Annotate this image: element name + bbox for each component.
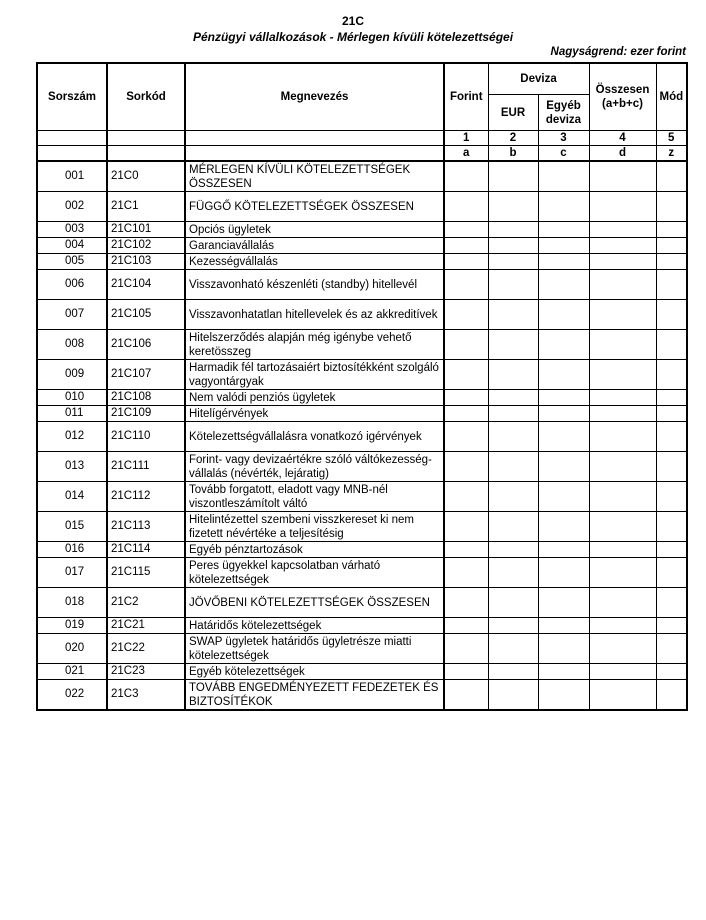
mod-input-cell[interactable] bbox=[656, 254, 687, 270]
row-sorszam: 009 bbox=[37, 360, 107, 390]
row-megnevezes: TOVÁBB ENGEDMÉNYEZETT FEDEZETEK ÉS BIZTOSÍTÉKOK bbox=[185, 680, 444, 711]
header-egyeb-deviza: Egyéb deviza bbox=[538, 95, 589, 131]
row-sorkod: 21C110 bbox=[107, 422, 185, 452]
egyeb-deviza-input-cell[interactable] bbox=[538, 161, 589, 192]
egyeb-deviza-input-cell[interactable] bbox=[538, 422, 589, 452]
mod-input-cell[interactable] bbox=[656, 634, 687, 664]
osszesen-input-cell[interactable] bbox=[589, 422, 656, 452]
row-sorszam: 016 bbox=[37, 542, 107, 558]
eur-input-cell[interactable] bbox=[488, 270, 538, 300]
row-megnevezes: MÉRLEGEN KÍVÜLI KÖTELEZETTSÉGEK ÖSSZESEN bbox=[185, 161, 444, 192]
table-row bbox=[37, 390, 687, 406]
osszesen-input-cell[interactable] bbox=[589, 558, 656, 588]
column-number-row bbox=[37, 131, 687, 146]
mod-input-cell[interactable] bbox=[656, 422, 687, 452]
mod-input-cell[interactable] bbox=[656, 222, 687, 238]
eur-input-cell[interactable] bbox=[488, 238, 538, 254]
eur-input-cell[interactable] bbox=[488, 542, 538, 558]
row-megnevezes: Kezességvállalás bbox=[185, 254, 444, 270]
mod-input-cell[interactable] bbox=[656, 558, 687, 588]
egyeb-deviza-input-cell[interactable] bbox=[538, 238, 589, 254]
forint-input-cell[interactable] bbox=[444, 222, 488, 238]
eur-input-cell[interactable] bbox=[488, 161, 538, 192]
column-number: 2 bbox=[488, 131, 538, 146]
mod-input-cell[interactable] bbox=[656, 300, 687, 330]
mod-input-cell[interactable] bbox=[656, 406, 687, 422]
forint-input-cell[interactable] bbox=[444, 270, 488, 300]
column-letter: d bbox=[589, 146, 656, 162]
column-letter: z bbox=[656, 146, 687, 162]
mod-input-cell[interactable] bbox=[656, 270, 687, 300]
row-megnevezes: Garanciavállalás bbox=[185, 238, 444, 254]
osszesen-input-cell[interactable] bbox=[589, 238, 656, 254]
header-sorkod: Sorkód bbox=[107, 63, 185, 131]
table-row bbox=[37, 406, 687, 422]
table-row bbox=[37, 542, 687, 558]
row-sorszam: 017 bbox=[37, 558, 107, 588]
forint-input-cell[interactable] bbox=[444, 390, 488, 406]
egyeb-deviza-input-cell[interactable] bbox=[538, 482, 589, 512]
osszesen-input-cell[interactable] bbox=[589, 222, 656, 238]
egyeb-deviza-input-cell[interactable] bbox=[538, 300, 589, 330]
table-row bbox=[37, 588, 687, 618]
table-row bbox=[37, 422, 687, 452]
row-megnevezes: Nem valódi penziós ügyletek bbox=[185, 390, 444, 406]
table-row bbox=[37, 161, 687, 192]
row-sorkod: 21C0 bbox=[107, 161, 185, 192]
eur-input-cell[interactable] bbox=[488, 664, 538, 680]
table-row bbox=[37, 452, 687, 482]
eur-input-cell[interactable] bbox=[488, 618, 538, 634]
egyeb-deviza-input-cell[interactable] bbox=[538, 254, 589, 270]
table-row bbox=[37, 192, 687, 222]
forint-input-cell[interactable] bbox=[444, 618, 488, 634]
row-sorkod: 21C114 bbox=[107, 542, 185, 558]
forint-input-cell[interactable] bbox=[444, 664, 488, 680]
row-sorszam: 015 bbox=[37, 512, 107, 542]
egyeb-deviza-input-cell[interactable] bbox=[538, 512, 589, 542]
row-megnevezes: Kötelezettségvállalásra vonatkozó igérvények bbox=[185, 422, 444, 452]
eur-input-cell[interactable] bbox=[488, 300, 538, 330]
row-sorkod: 21C3 bbox=[107, 680, 185, 711]
row-sorszam: 012 bbox=[37, 422, 107, 452]
forint-input-cell[interactable] bbox=[444, 161, 488, 192]
header-eur: EUR bbox=[488, 95, 538, 131]
forint-input-cell[interactable] bbox=[444, 360, 488, 390]
table-row bbox=[37, 222, 687, 238]
egyeb-deviza-input-cell[interactable] bbox=[538, 680, 589, 711]
forint-input-cell[interactable] bbox=[444, 512, 488, 542]
table-row bbox=[37, 558, 687, 588]
row-megnevezes: Hitelígérvények bbox=[185, 406, 444, 422]
table-row bbox=[37, 300, 687, 330]
table-row bbox=[37, 618, 687, 634]
mod-input-cell[interactable] bbox=[656, 664, 687, 680]
forint-input-cell[interactable] bbox=[444, 680, 488, 711]
egyeb-deviza-input-cell[interactable] bbox=[538, 558, 589, 588]
row-megnevezes: Harmadik fél tartozásaiért biztosítékként szolgáló vagyontárgyak bbox=[185, 360, 444, 390]
row-sorkod: 21C107 bbox=[107, 360, 185, 390]
table-row bbox=[37, 482, 687, 512]
row-sorszam: 022 bbox=[37, 680, 107, 711]
osszesen-input-cell[interactable] bbox=[589, 161, 656, 192]
table-row bbox=[37, 254, 687, 270]
row-sorkod: 21C115 bbox=[107, 558, 185, 588]
column-number: 4 bbox=[589, 131, 656, 146]
forint-input-cell[interactable] bbox=[444, 238, 488, 254]
forint-input-cell[interactable] bbox=[444, 330, 488, 360]
row-megnevezes: Opciós ügyletek bbox=[185, 222, 444, 238]
table-row bbox=[37, 512, 687, 542]
row-sorszam: 008 bbox=[37, 330, 107, 360]
row-sorszam: 003 bbox=[37, 222, 107, 238]
row-sorszam: 010 bbox=[37, 390, 107, 406]
mod-input-cell[interactable] bbox=[656, 452, 687, 482]
unit-label: Nagyságrend: ezer forint bbox=[550, 46, 686, 58]
row-sorkod: 21C106 bbox=[107, 330, 185, 360]
forint-input-cell[interactable] bbox=[444, 542, 488, 558]
mod-input-cell[interactable] bbox=[656, 390, 687, 406]
row-megnevezes: FÜGGŐ KÖTELEZETTSÉGEK ÖSSZESEN bbox=[185, 192, 444, 222]
egyeb-deviza-input-cell[interactable] bbox=[538, 222, 589, 238]
row-sorkod: 21C105 bbox=[107, 300, 185, 330]
eur-input-cell[interactable] bbox=[488, 222, 538, 238]
row-sorkod: 21C1 bbox=[107, 192, 185, 222]
mod-input-cell[interactable] bbox=[656, 360, 687, 390]
column-number: 5 bbox=[656, 131, 687, 146]
osszesen-input-cell[interactable] bbox=[589, 680, 656, 711]
eur-input-cell[interactable] bbox=[488, 254, 538, 270]
form-title: Pénzügyi vállalkozások - Mérlegen kívüli kötelezettségei bbox=[192, 30, 514, 44]
row-sorszam: 004 bbox=[37, 238, 107, 254]
column-letter: b bbox=[488, 146, 538, 162]
row-sorkod: 21C111 bbox=[107, 452, 185, 482]
row-sorszam: 007 bbox=[37, 300, 107, 330]
osszesen-input-cell[interactable] bbox=[589, 588, 656, 618]
row-sorkod: 21C103 bbox=[107, 254, 185, 270]
eur-input-cell[interactable] bbox=[488, 452, 538, 482]
mod-input-cell[interactable] bbox=[656, 618, 687, 634]
row-sorkod: 21C113 bbox=[107, 512, 185, 542]
osszesen-input-cell[interactable] bbox=[589, 330, 656, 360]
egyeb-deviza-input-cell[interactable] bbox=[538, 330, 589, 360]
forint-input-cell[interactable] bbox=[444, 192, 488, 222]
eur-input-cell[interactable] bbox=[488, 330, 538, 360]
forint-input-cell[interactable] bbox=[444, 300, 488, 330]
eur-input-cell[interactable] bbox=[488, 558, 538, 588]
forint-input-cell[interactable] bbox=[444, 254, 488, 270]
eur-input-cell[interactable] bbox=[488, 482, 538, 512]
egyeb-deviza-input-cell[interactable] bbox=[538, 270, 589, 300]
egyeb-deviza-input-cell[interactable] bbox=[538, 406, 589, 422]
osszesen-input-cell[interactable] bbox=[589, 664, 656, 680]
row-sorszam: 021 bbox=[37, 664, 107, 680]
egyeb-deviza-input-cell[interactable] bbox=[538, 452, 589, 482]
row-sorszam: 019 bbox=[37, 618, 107, 634]
osszesen-input-cell[interactable] bbox=[589, 270, 656, 300]
egyeb-deviza-input-cell[interactable] bbox=[538, 588, 589, 618]
osszesen-input-cell[interactable] bbox=[589, 254, 656, 270]
row-sorkod: 21C22 bbox=[107, 634, 185, 664]
mod-input-cell[interactable] bbox=[656, 680, 687, 711]
egyeb-deviza-input-cell[interactable] bbox=[538, 192, 589, 222]
table-row bbox=[37, 360, 687, 390]
table-row bbox=[37, 634, 687, 664]
column-letter: c bbox=[538, 146, 589, 162]
eur-input-cell[interactable] bbox=[488, 192, 538, 222]
column-number: 1 bbox=[444, 131, 488, 146]
osszesen-input-cell[interactable] bbox=[589, 360, 656, 390]
report-table bbox=[36, 62, 688, 711]
row-megnevezes: Peres ügyekkel kapcsolatban várható kötelezettségek bbox=[185, 558, 444, 588]
egyeb-deviza-input-cell[interactable] bbox=[538, 360, 589, 390]
table-row bbox=[37, 680, 687, 711]
row-sorkod: 21C104 bbox=[107, 270, 185, 300]
row-megnevezes: Visszavonható készenléti (standby) hitellevél bbox=[185, 270, 444, 300]
osszesen-input-cell[interactable] bbox=[589, 192, 656, 222]
row-sorszam: 005 bbox=[37, 254, 107, 270]
row-megnevezes: SWAP ügyletek határidős ügyletrésze miatti kötelezettségek bbox=[185, 634, 444, 664]
eur-input-cell[interactable] bbox=[488, 390, 538, 406]
table-row bbox=[37, 238, 687, 254]
egyeb-deviza-input-cell[interactable] bbox=[538, 664, 589, 680]
row-sorkod: 21C101 bbox=[107, 222, 185, 238]
forint-input-cell[interactable] bbox=[444, 634, 488, 664]
eur-input-cell[interactable] bbox=[488, 680, 538, 711]
eur-input-cell[interactable] bbox=[488, 360, 538, 390]
header-osszesen: Összesen (a+b+c) bbox=[589, 63, 656, 131]
eur-input-cell[interactable] bbox=[488, 634, 538, 664]
osszesen-input-cell[interactable] bbox=[589, 452, 656, 482]
row-megnevezes: JÖVŐBENI KÖTELEZETTSÉGEK ÖSSZESEN bbox=[185, 588, 444, 618]
osszesen-input-cell[interactable] bbox=[589, 634, 656, 664]
mod-input-cell[interactable] bbox=[656, 542, 687, 558]
header-forint: Forint bbox=[444, 63, 488, 131]
row-megnevezes: Hitelintézettel szembeni visszkereset ki nem fizetett névértéke a teljesítésig bbox=[185, 512, 444, 542]
osszesen-input-cell[interactable] bbox=[589, 512, 656, 542]
forint-input-cell[interactable] bbox=[444, 452, 488, 482]
row-sorszam: 011 bbox=[37, 406, 107, 422]
row-sorkod: 21C112 bbox=[107, 482, 185, 512]
row-sorszam: 002 bbox=[37, 192, 107, 222]
osszesen-input-cell[interactable] bbox=[589, 390, 656, 406]
egyeb-deviza-input-cell[interactable] bbox=[538, 390, 589, 406]
column-number: 3 bbox=[538, 131, 589, 146]
row-sorszam: 018 bbox=[37, 588, 107, 618]
eur-input-cell[interactable] bbox=[488, 512, 538, 542]
forint-input-cell[interactable] bbox=[444, 588, 488, 618]
mod-input-cell[interactable] bbox=[656, 588, 687, 618]
eur-input-cell[interactable] bbox=[488, 422, 538, 452]
egyeb-deviza-input-cell[interactable] bbox=[538, 618, 589, 634]
header-megnevezes: Megnevezés bbox=[185, 63, 444, 131]
mod-input-cell[interactable] bbox=[656, 192, 687, 222]
row-sorkod: 21C2 bbox=[107, 588, 185, 618]
forint-input-cell[interactable] bbox=[444, 482, 488, 512]
row-sorszam: 006 bbox=[37, 270, 107, 300]
forint-input-cell[interactable] bbox=[444, 558, 488, 588]
row-megnevezes: Visszavonhatatlan hitellevelek és az akkreditívek bbox=[185, 300, 444, 330]
mod-input-cell[interactable] bbox=[656, 238, 687, 254]
row-megnevezes: Hitelszerződés alapján még igénybe vehető keretösszeg bbox=[185, 330, 444, 360]
table-row bbox=[37, 270, 687, 300]
eur-input-cell[interactable] bbox=[488, 588, 538, 618]
header-mod: Mód bbox=[656, 63, 687, 131]
mod-input-cell[interactable] bbox=[656, 482, 687, 512]
column-letter-row bbox=[37, 146, 687, 162]
osszesen-input-cell[interactable] bbox=[589, 300, 656, 330]
osszesen-input-cell[interactable] bbox=[589, 482, 656, 512]
row-sorszam: 020 bbox=[37, 634, 107, 664]
row-sorkod: 21C102 bbox=[107, 238, 185, 254]
egyeb-deviza-input-cell[interactable] bbox=[538, 634, 589, 664]
row-sorszam: 013 bbox=[37, 452, 107, 482]
row-megnevezes: Forint- vagy devizaértékre szóló váltókezesség-vállalás (névérték, lejáratig) bbox=[185, 452, 444, 482]
osszesen-input-cell[interactable] bbox=[589, 542, 656, 558]
table-row bbox=[37, 330, 687, 360]
osszesen-input-cell[interactable] bbox=[589, 618, 656, 634]
row-sorkod: 21C109 bbox=[107, 406, 185, 422]
eur-input-cell[interactable] bbox=[488, 406, 538, 422]
table-row bbox=[37, 664, 687, 680]
header-deviza: Deviza bbox=[488, 63, 589, 95]
row-sorkod: 21C108 bbox=[107, 390, 185, 406]
mod-input-cell[interactable] bbox=[656, 330, 687, 360]
osszesen-input-cell[interactable] bbox=[589, 406, 656, 422]
egyeb-deviza-input-cell[interactable] bbox=[538, 542, 589, 558]
mod-input-cell[interactable] bbox=[656, 512, 687, 542]
row-megnevezes: Tovább forgatott, eladott vagy MNB-nél viszontleszámítolt váltó bbox=[185, 482, 444, 512]
forint-input-cell[interactable] bbox=[444, 422, 488, 452]
forint-input-cell[interactable] bbox=[444, 406, 488, 422]
row-sorszam: 014 bbox=[37, 482, 107, 512]
row-sorszam: 001 bbox=[37, 161, 107, 192]
row-megnevezes: Egyéb kötelezettségek bbox=[185, 664, 444, 680]
row-sorkod: 21C21 bbox=[107, 618, 185, 634]
row-megnevezes: Egyéb pénztartozások bbox=[185, 542, 444, 558]
mod-input-cell[interactable] bbox=[656, 161, 687, 192]
row-sorkod: 21C23 bbox=[107, 664, 185, 680]
header-sorszam: Sorszám bbox=[37, 63, 107, 131]
row-megnevezes: Határidős kötelezettségek bbox=[185, 618, 444, 634]
form-code: 21C bbox=[341, 14, 364, 28]
column-letter: a bbox=[444, 146, 488, 162]
